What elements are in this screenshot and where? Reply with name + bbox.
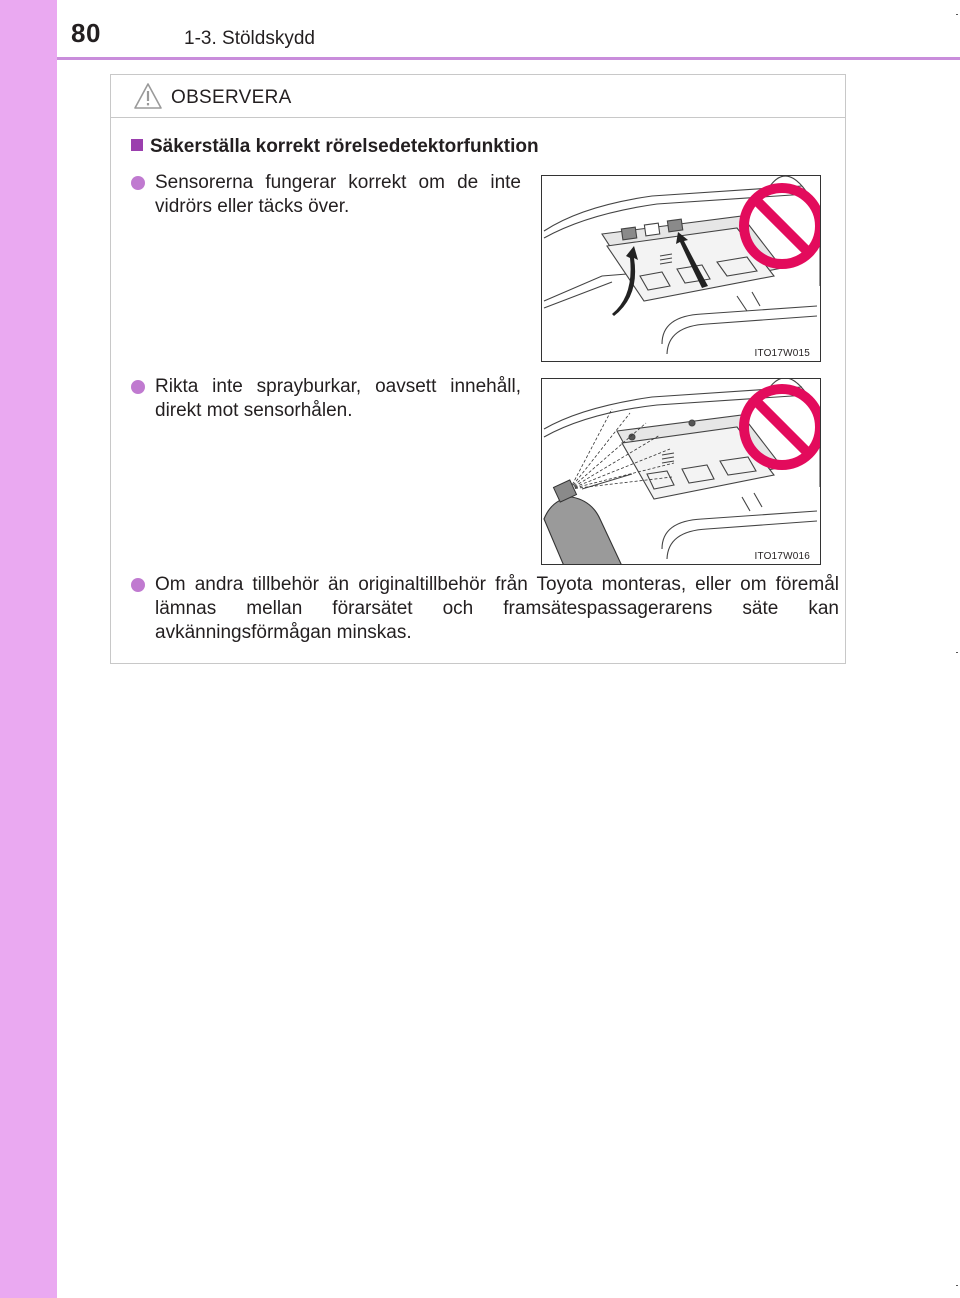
- crop-mark: [956, 1285, 958, 1286]
- subsection-heading-text: Säkerställa korrekt rörelsedetektorfunktion: [150, 136, 539, 157]
- figure-code: ITO17W016: [754, 551, 810, 562]
- caution-title: OBSERVERA: [171, 87, 292, 108]
- crop-mark: [956, 652, 958, 653]
- overhead-console-drawing: [542, 176, 821, 362]
- bullet-text: Om andra tillbehör än originaltillbehör från Toyota monteras, eller om föremål lämnas mellan förarsätet och framsätespassagerarens säte kan avkänningsförmågan minskas.: [155, 574, 839, 643]
- figure-code: ITO17W015: [754, 348, 810, 359]
- bullet-item: [131, 171, 521, 219]
- square-bullet-icon: [131, 139, 143, 151]
- header-rule: [57, 57, 960, 60]
- bullet-text: Rikta inte sprayburkar, oavsett innehåll, direkt mot sensorhålen.: [155, 376, 521, 421]
- page-number: 80: [71, 18, 101, 48]
- spray-illustration: [541, 378, 821, 565]
- crop-mark: [956, 14, 958, 15]
- subsection-heading: [131, 136, 539, 158]
- bullet-item: [131, 375, 521, 423]
- bullet-dot-icon: [131, 176, 145, 190]
- caution-box: [110, 74, 846, 664]
- bullet-text: Sensorerna fungerar korrekt om de inte vidrörs eller täcks över.: [155, 172, 521, 217]
- bullet-dot-icon: [131, 578, 145, 592]
- bullet-dot-icon: [131, 380, 145, 394]
- caution-header: [111, 75, 845, 118]
- section-title: 1-3. Stöldskydd: [184, 28, 315, 49]
- side-bar: [0, 0, 57, 1298]
- bullet-item: [131, 573, 839, 645]
- warning-triangle-icon: [133, 82, 163, 110]
- spray-can-drawing: [542, 379, 821, 565]
- sensor-illustration: [541, 175, 821, 362]
